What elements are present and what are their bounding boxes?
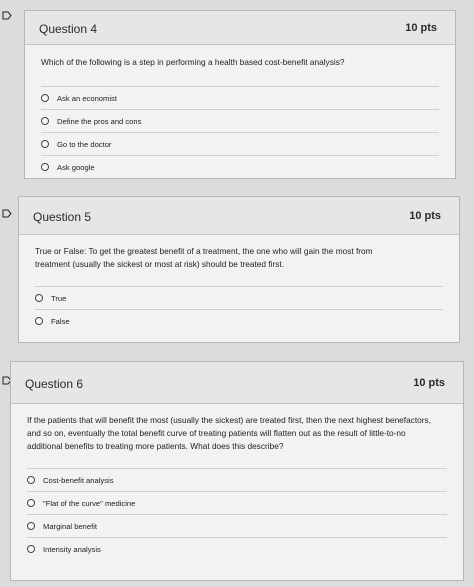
question-points: 10 pts — [413, 377, 445, 389]
radio-button[interactable] — [27, 499, 35, 507]
answer-option[interactable] — [41, 86, 439, 109]
question-header — [25, 11, 455, 45]
question-body — [19, 235, 459, 332]
question-body — [25, 45, 455, 178]
answer-label: "Flat of the curve" medicine — [43, 498, 136, 508]
flag-icon[interactable] — [2, 209, 12, 218]
answer-label: False — [51, 316, 70, 326]
answer-option[interactable] — [27, 537, 447, 560]
answer-option[interactable] — [41, 155, 439, 178]
answer-list — [27, 468, 447, 560]
answer-label: True — [51, 293, 67, 303]
radio-button[interactable] — [35, 294, 43, 302]
answer-label: Define the pros and cons — [57, 116, 142, 126]
radio-button[interactable] — [27, 476, 35, 484]
answer-option[interactable] — [35, 309, 443, 332]
answer-option[interactable] — [27, 514, 447, 537]
question-text: True or False: To get the greatest benefit of a treatment, the one who will gain the most from treatment (usually the sickest or most at risk) should be treated first. — [35, 246, 373, 269]
question-points: 10 pts — [405, 22, 437, 34]
answer-label: Go to the doctor — [57, 139, 112, 149]
answer-list — [41, 86, 439, 178]
answer-label: Cost-benefit analysis — [43, 475, 114, 485]
radio-button[interactable] — [41, 140, 49, 148]
question-title: Question 4 — [39, 22, 98, 36]
answer-label: Ask google — [57, 162, 95, 172]
question-header — [11, 362, 463, 404]
question-text: If the patients that will benefit the most (usually the sickest) are treated first, then the next highest benefactors, and so on, eventually the total benefit curve of treating patients will flatten out as the result of little-to-no additional benefits to treating more patients. What does this describe? — [27, 415, 431, 451]
question-points: 10 pts — [409, 210, 441, 222]
question-card — [24, 10, 456, 179]
answer-option[interactable] — [27, 491, 447, 514]
question-title: Question 6 — [25, 377, 84, 391]
question-text: Which of the following is a step in performing a health based cost-benefit analysis? — [41, 57, 345, 67]
radio-button[interactable] — [41, 94, 49, 102]
radio-button[interactable] — [41, 163, 49, 171]
answer-label: Ask an economist — [57, 93, 117, 103]
question-title: Question 5 — [33, 210, 92, 224]
radio-button[interactable] — [27, 545, 35, 553]
radio-button[interactable] — [35, 317, 43, 325]
answer-option[interactable] — [41, 109, 439, 132]
radio-button[interactable] — [41, 117, 49, 125]
flag-icon[interactable] — [2, 11, 12, 20]
answer-list — [35, 286, 443, 332]
question-body — [11, 404, 463, 560]
answer-option[interactable] — [27, 468, 447, 491]
radio-button[interactable] — [27, 522, 35, 530]
answer-option[interactable] — [41, 132, 439, 155]
answer-label: Marginal benefit — [43, 521, 98, 531]
answer-label: Intensity analysis — [43, 544, 101, 554]
answer-option[interactable] — [35, 286, 443, 309]
question-card — [18, 196, 460, 343]
question-card — [10, 361, 464, 581]
question-header — [19, 197, 459, 235]
